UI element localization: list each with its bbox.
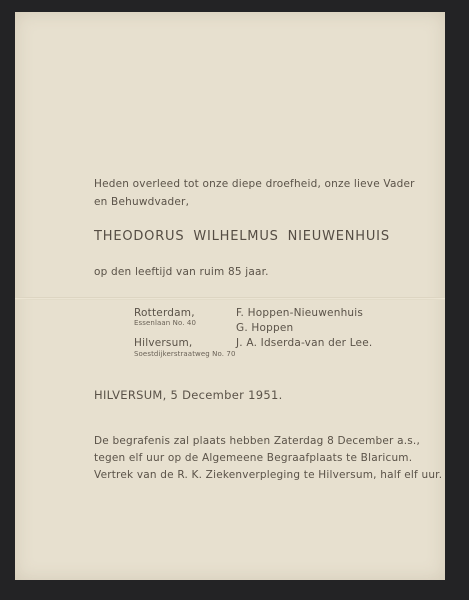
funeral-line-2: tegen elf uur op de Algemeene Begraafplaats te Blaricum. (94, 452, 413, 464)
mourner-city-1: Rotterdam, (134, 307, 195, 319)
mourning-card (15, 12, 445, 580)
intro-line-2: en Behuwdvader, (94, 196, 190, 208)
deceased-name: THEODORUS WILHELMUS NIEUWENHUIS (94, 229, 390, 244)
relative-2: G. Hoppen (236, 322, 294, 334)
mourner-address-1: Essenlaan No. 40 (134, 319, 196, 327)
place-date: HILVERSUM, 5 December 1951. (94, 388, 283, 402)
relative-1: F. Hoppen-Nieuwenhuis (236, 307, 364, 319)
relative-3: J. A. Idserda-van der Lee. (236, 337, 373, 349)
funeral-line-1: De begrafenis zal plaats hebben Zaterdag 8 December a.s., (94, 435, 420, 447)
funeral-line-3: Vertrek van de R. K. Ziekenverpleging te Hilversum, half elf uur. (94, 469, 443, 481)
mourner-address-2: Soestdijkerstraatweg No. 70 (134, 350, 236, 358)
intro-line-1: Heden overleed tot onze diepe droefheid, onze lieve Vader (94, 178, 415, 190)
card-fold (15, 297, 445, 300)
age-line: op den leeftijd van ruim 85 jaar. (94, 266, 269, 278)
mourner-city-2: Hilversum, (134, 337, 193, 349)
